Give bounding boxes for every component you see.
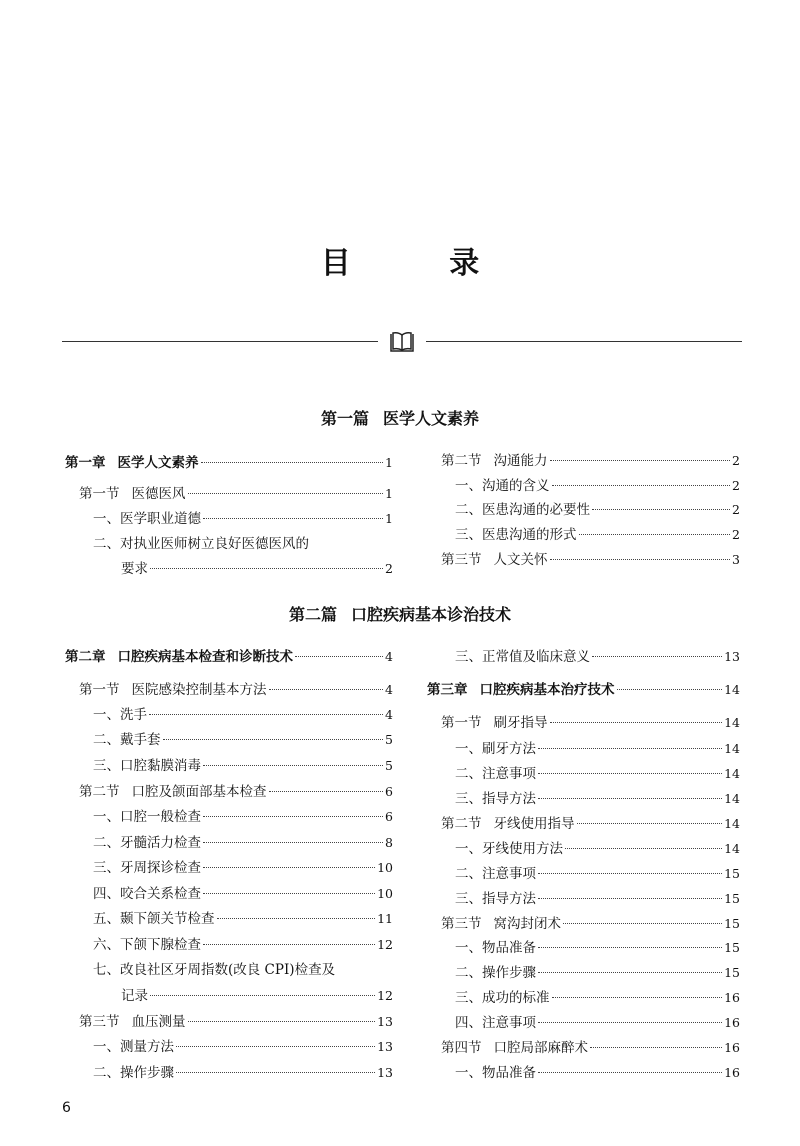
part-heading-2	[0, 602, 800, 625]
toc-entry-title: 要求	[121, 561, 148, 577]
toc-entry-page: 15	[724, 916, 740, 931]
dot-leader	[188, 1021, 376, 1022]
toc-entry-page: 2	[732, 527, 740, 542]
toc-entry-page: 15	[724, 891, 740, 906]
toc-entry-title: 三、指导方法	[455, 791, 536, 807]
dot-leader	[538, 972, 722, 973]
toc-entry-page: 6	[385, 809, 393, 824]
toc-item-entry[interactable]	[93, 933, 393, 953]
toc-entry-title: 二、注意事项	[455, 866, 536, 882]
toc-entry-title: 一、沟通的含义	[455, 478, 550, 494]
dot-leader	[150, 568, 383, 569]
toc-entry-title: 一、口腔一般检查	[93, 809, 201, 825]
toc-entry-page: 1	[385, 511, 393, 526]
toc-entry-page: 15	[724, 965, 740, 980]
toc-item-entry[interactable]	[455, 1061, 740, 1081]
toc-entry-title: 四、咬合关系检查	[93, 886, 201, 902]
toc-item-entry[interactable]	[93, 805, 393, 825]
toc-entry-number: 第一节	[79, 682, 120, 698]
dot-leader	[552, 997, 723, 998]
toc-entry-title: 一、刷牙方法	[455, 741, 536, 757]
toc-entry-page: 16	[724, 1065, 740, 1080]
toc-entry-title: 医德医风	[131, 486, 186, 502]
toc-item-entry[interactable]	[455, 887, 740, 907]
toc-entry-title: 口腔及颌面部基本检查	[131, 784, 267, 800]
toc-entry-page: 5	[385, 732, 393, 747]
toc-entry-title: 二、戴手套	[93, 732, 161, 748]
toc-entry-title: 一、测量方法	[93, 1039, 174, 1055]
toc-section-entry[interactable]	[79, 780, 393, 800]
toc-section-entry[interactable]	[441, 711, 740, 731]
toc-entry-title: 一、洗手	[93, 707, 147, 723]
toc-entry-title: 五、颞下颌关节检查	[93, 911, 215, 927]
dot-leader	[538, 1022, 722, 1023]
dot-leader	[538, 873, 722, 874]
toc-entry-page: 14	[724, 791, 740, 806]
toc-entry-title: 二、操作步骤	[455, 965, 536, 981]
toc-entry-page: 6	[385, 784, 393, 799]
toc-entry-page: 14	[724, 816, 740, 831]
toc-entry-number: 第二节	[441, 816, 482, 832]
open-book-icon	[388, 330, 416, 354]
dot-leader	[550, 722, 723, 723]
dot-leader	[203, 518, 383, 519]
toc-entry-number: 第三节	[79, 1014, 120, 1030]
toc-entry-number: 第二节	[441, 453, 482, 469]
toc-entry-page: 14	[724, 682, 740, 697]
divider-line-left	[62, 341, 378, 342]
part-title: 口腔疾病基本诊治技术	[351, 605, 512, 624]
toc-section-entry[interactable]	[79, 482, 393, 502]
divider-line-right	[426, 341, 742, 342]
dot-leader	[295, 656, 383, 657]
toc-item-entry[interactable]	[93, 1035, 393, 1055]
dot-leader	[203, 944, 375, 945]
toc-entry-page: 4	[385, 682, 393, 697]
toc-item-entry[interactable]	[93, 831, 393, 851]
toc-section-entry[interactable]	[441, 449, 740, 469]
toc-entry-page: 1	[385, 455, 393, 470]
dot-leader	[590, 1047, 722, 1048]
toc-entry-page: 13	[724, 649, 740, 664]
toc-item-entry[interactable]	[455, 645, 740, 665]
toc-entry-number: 第一节	[79, 486, 120, 502]
toc-entry-title: 四、注意事项	[455, 1015, 536, 1031]
toc-entry-page: 16	[724, 1015, 740, 1030]
part-heading-1	[0, 406, 800, 429]
toc-entry-number: 第三章	[427, 682, 468, 698]
toc-entry-page: 10	[377, 886, 393, 901]
dot-leader	[538, 773, 722, 774]
toc-entry-page: 14	[724, 741, 740, 756]
toc-entry-number: 第二节	[79, 784, 120, 800]
toc-entry-title: 刷牙指导	[493, 715, 548, 731]
title-divider	[62, 328, 742, 356]
dot-leader	[150, 995, 375, 996]
toc-entry-title: 二、操作步骤	[93, 1065, 174, 1081]
dot-leader	[203, 765, 383, 766]
toc-item-entry[interactable]	[93, 958, 393, 978]
toc-item-entry[interactable]	[93, 882, 393, 902]
toc-entry-page: 10	[377, 860, 393, 875]
toc-item-entry[interactable]	[121, 984, 393, 1004]
dot-leader	[538, 1072, 722, 1073]
dot-leader	[592, 509, 730, 510]
dot-leader	[577, 823, 723, 824]
toc-entry-page: 14	[724, 841, 740, 856]
toc-entry-page: 2	[732, 478, 740, 493]
dot-leader	[550, 460, 731, 461]
toc-entry-page: 14	[724, 766, 740, 781]
dot-leader	[269, 689, 384, 690]
toc-entry-title: 一、医学职业道德	[93, 511, 201, 527]
toc-section-entry[interactable]	[441, 1036, 740, 1056]
toc-section-entry[interactable]	[79, 1010, 393, 1030]
part-number: 第一篇	[320, 409, 369, 428]
dot-leader	[203, 893, 375, 894]
toc-item-entry[interactable]	[93, 907, 393, 927]
toc-entry-title: 窝沟封闭术	[493, 916, 561, 932]
toc-entry-title: 六、下颌下腺检查	[93, 937, 201, 953]
dot-leader	[550, 559, 731, 560]
toc-entry-title: 一、牙线使用方法	[455, 841, 563, 857]
toc-item-entry[interactable]	[455, 787, 740, 807]
toc-entry-title: 沟通能力	[493, 453, 548, 469]
toc-entry-title: 二、牙髓活力检查	[93, 835, 201, 851]
toc-entry-title: 七、改良社区牙周指数(改良 CPI)检查及	[93, 962, 336, 978]
dot-leader	[188, 493, 384, 494]
dot-leader	[163, 739, 384, 740]
toc-entry-page: 11	[377, 911, 393, 926]
toc-entry-title: 血压测量	[131, 1014, 186, 1030]
toc-entry-page: 16	[724, 1040, 740, 1055]
toc-entry-title: 医学人文素养	[117, 455, 199, 471]
dot-leader	[552, 485, 731, 486]
toc-entry-page: 14	[724, 715, 740, 730]
toc-entry-title: 口腔局部麻醉术	[493, 1040, 588, 1056]
toc-entry-number: 第三节	[441, 916, 482, 932]
toc-entry-number: 第四节	[441, 1040, 482, 1056]
dot-leader	[203, 867, 375, 868]
toc-entry-page: 16	[724, 990, 740, 1005]
toc-entry-page: 1	[385, 486, 393, 501]
toc-chapter-entry[interactable]	[65, 645, 393, 665]
toc-item-entry[interactable]	[455, 474, 740, 494]
dot-leader	[217, 918, 376, 919]
dot-leader	[617, 689, 723, 690]
toc-entry-title: 牙线使用指导	[493, 816, 575, 832]
toc-entry-page: 13	[377, 1065, 393, 1080]
toc-entry-page: 8	[385, 835, 393, 850]
dot-leader	[579, 534, 731, 535]
toc-section-entry[interactable]	[441, 812, 740, 832]
toc-entry-page: 13	[377, 1039, 393, 1054]
toc-entry-title: 口腔疾病基本治疗技术	[479, 682, 615, 698]
toc-section-entry[interactable]	[79, 678, 393, 698]
toc-entry-page: 2	[385, 561, 393, 576]
toc-item-entry[interactable]	[93, 703, 393, 723]
toc-item-entry[interactable]	[93, 507, 393, 527]
toc-entry-page: 2	[732, 502, 740, 517]
toc-entry-page: 4	[385, 649, 393, 664]
dot-leader	[538, 798, 722, 799]
toc-chapter-entry[interactable]	[427, 678, 740, 698]
toc-chapter-entry[interactable]	[65, 451, 393, 471]
part-title: 医学人文素养	[383, 409, 480, 428]
toc-entry-page: 15	[724, 866, 740, 881]
toc-entry-title: 记录	[121, 988, 148, 1004]
toc-item-entry[interactable]	[455, 936, 740, 956]
toc-item-entry[interactable]	[93, 856, 393, 876]
toc-entry-number: 第一章	[65, 455, 106, 471]
toc-entry-title: 二、注意事项	[455, 766, 536, 782]
toc-entry-page: 15	[724, 940, 740, 955]
toc-entry-title: 二、对执业医师树立良好医德医风的	[93, 536, 309, 552]
toc-entry-title: 三、正常值及临床意义	[455, 649, 590, 665]
dot-leader	[149, 714, 383, 715]
toc-entry-title: 口腔疾病基本检查和诊断技术	[117, 649, 293, 665]
toc-item-entry[interactable]	[93, 728, 393, 748]
toc-item-entry[interactable]	[455, 986, 740, 1006]
toc-entry-title: 人文关怀	[493, 552, 548, 568]
toc-entry-page: 3	[732, 552, 740, 567]
toc-item-entry[interactable]	[93, 1061, 393, 1081]
dot-leader	[203, 816, 383, 817]
dot-leader	[538, 748, 722, 749]
toc-entry-number: 第一节	[441, 715, 482, 731]
toc-item-entry[interactable]	[455, 862, 740, 882]
toc-item-entry[interactable]	[455, 762, 740, 782]
toc-entry-number: 第二章	[65, 649, 106, 665]
dot-leader	[203, 842, 383, 843]
toc-item-entry[interactable]	[121, 557, 393, 577]
toc-entry-title: 二、医患沟通的必要性	[455, 502, 590, 518]
toc-entry-title: 一、物品准备	[455, 1065, 536, 1081]
toc-entry-page: 13	[377, 1014, 393, 1029]
dot-leader	[176, 1046, 375, 1047]
toc-entry-number: 第三节	[441, 552, 482, 568]
dot-leader	[201, 462, 384, 463]
dot-leader	[176, 1072, 375, 1073]
toc-entry-title: 三、指导方法	[455, 891, 536, 907]
page-number: 6	[62, 1100, 71, 1116]
toc-section-entry[interactable]	[441, 912, 740, 932]
toc-item-entry[interactable]	[455, 1011, 740, 1031]
toc-item-entry[interactable]	[93, 754, 393, 774]
toc-entry-page: 12	[377, 988, 393, 1003]
toc-entry-title: 三、成功的标准	[455, 990, 550, 1006]
page-title: 目 录	[320, 246, 524, 281]
dot-leader	[563, 923, 722, 924]
toc-entry-title: 三、医患沟通的形式	[455, 527, 577, 543]
toc-entry-title: 一、物品准备	[455, 940, 536, 956]
toc-item-entry[interactable]	[93, 532, 393, 552]
toc-item-entry[interactable]	[455, 737, 740, 757]
toc-item-entry[interactable]	[455, 498, 740, 518]
dot-leader	[565, 848, 722, 849]
toc-section-entry[interactable]	[441, 548, 740, 568]
toc-entry-page: 12	[377, 937, 393, 952]
toc-entry-page: 5	[385, 758, 393, 773]
toc-item-entry[interactable]	[455, 523, 740, 543]
toc-entry-title: 三、口腔黏膜消毒	[93, 758, 201, 774]
toc-entry-title: 三、牙周探诊检查	[93, 860, 201, 876]
part-number: 第二篇	[288, 605, 337, 624]
toc-item-entry[interactable]	[455, 837, 740, 857]
dot-leader	[269, 791, 384, 792]
toc-entry-page: 2	[732, 453, 740, 468]
dot-leader	[538, 947, 722, 948]
toc-entry-title: 医院感染控制基本方法	[131, 682, 267, 698]
toc-entry-page: 4	[385, 707, 393, 722]
dot-leader	[592, 656, 722, 657]
dot-leader	[538, 898, 722, 899]
toc-item-entry[interactable]	[455, 961, 740, 981]
